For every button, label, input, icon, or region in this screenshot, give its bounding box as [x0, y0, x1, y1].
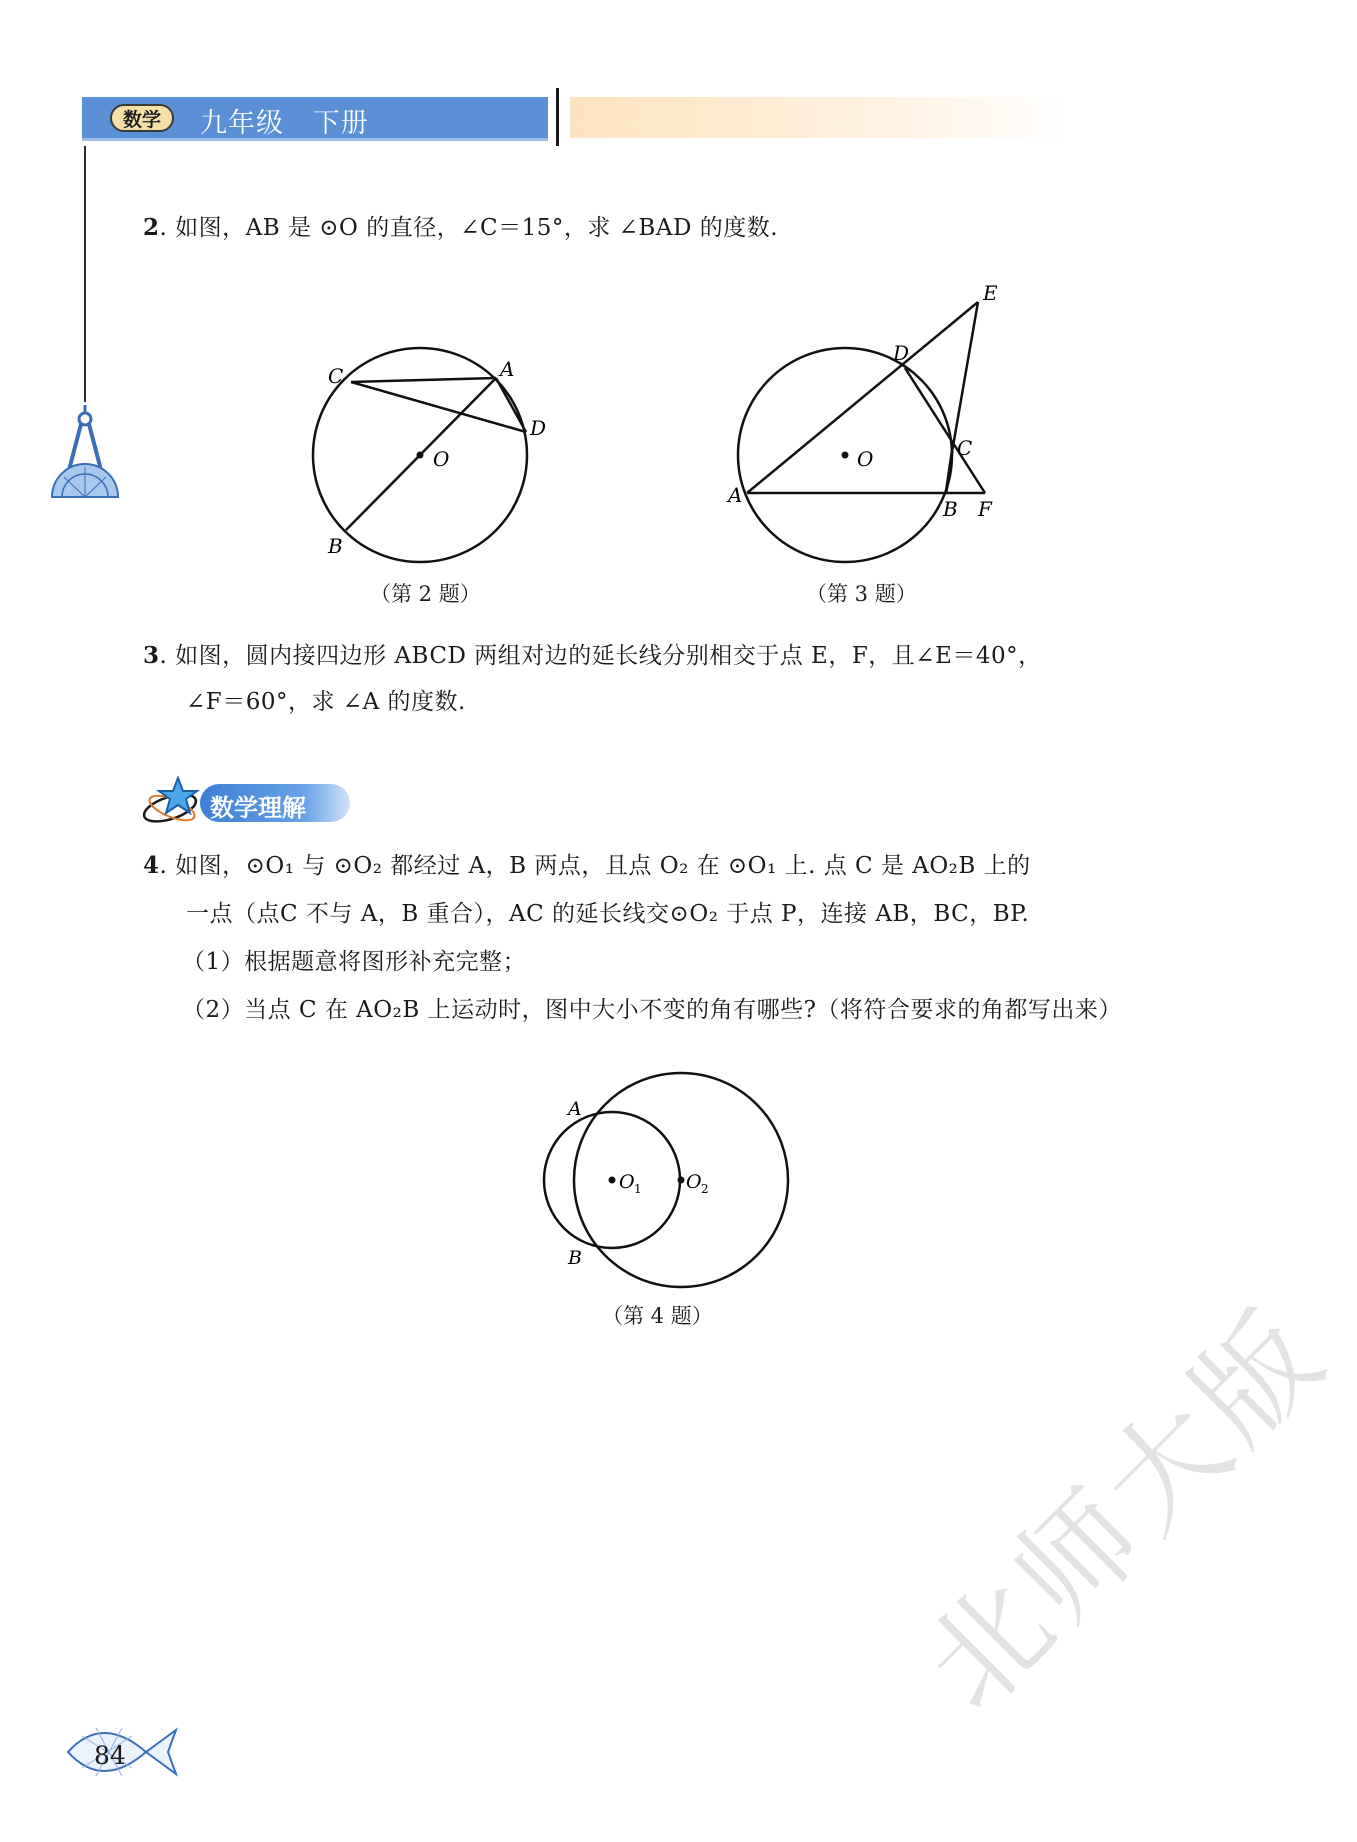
fig3-label-c: C: [957, 436, 973, 460]
problem-4-line-1: [143, 850, 1031, 882]
fig2-label-d: D: [530, 416, 547, 440]
page-number: 84: [94, 1741, 126, 1770]
figure-3-caption: （第 3 题）: [806, 582, 917, 606]
fig2-label-a: A: [500, 357, 515, 381]
problem-4-sub-2: （2）当点 C 在 AO₂B 上运动时，图中大小不变的角有哪些?（将符合要求的角都写出来）: [182, 997, 1122, 1023]
fig4-label-o2-subscript: 2: [701, 1182, 709, 1196]
problem-4-sub-1: （1）根据题意将图形补充完整；: [182, 949, 527, 975]
header-separator: [556, 88, 559, 146]
margin-line: [84, 146, 86, 402]
fig2-label-b: B: [328, 534, 343, 558]
fig4-label-o1-subscript: 1: [634, 1182, 642, 1196]
figure-2: [300, 335, 570, 575]
fig3-label-d: D: [893, 341, 910, 365]
figure-4-caption: （第 4 题）: [602, 1304, 713, 1328]
fig3-label-b: B: [943, 497, 958, 521]
fig4-label-o1: O: [619, 1171, 635, 1193]
problem-3-number: 3: [143, 642, 160, 669]
figure-3: [725, 280, 1025, 570]
fig3-label-o: O: [857, 447, 874, 471]
subject-badge: 数学: [110, 104, 174, 132]
problem-3-line-2: ∠F＝60°，求 ∠A 的度数.: [186, 689, 466, 715]
problem-4-line-2: 一点（点C 不与 A，B 重合），AC 的延长线交⊙O₂ 于点 P，连接 AB，BC，BP.: [186, 901, 1030, 927]
problem-2-text: . 如图，AB 是 ⊙O 的直径，∠C＝15°，求 ∠BAD 的度数.: [159, 215, 779, 241]
section-title: 数学理解: [210, 794, 306, 822]
fig3-label-e: E: [983, 281, 998, 305]
problem-3-text-1: . 如图，圆内接四边形 ABCD 两组对边的延长线分别相交于点 E，F，且∠E＝40°，: [159, 643, 1042, 669]
fig2-label-c: C: [328, 364, 344, 388]
book-title: 九年级 下册: [200, 108, 369, 139]
fig3-label-a: A: [728, 483, 743, 507]
problem-4-number: 4: [143, 852, 160, 879]
compass-protractor-icon: [48, 405, 122, 505]
figure-2-caption: （第 2 题）: [370, 582, 481, 606]
problem-3-line-1: [143, 640, 1042, 672]
fig4-label-a: A: [568, 1098, 582, 1120]
fig4-label-b: B: [568, 1247, 582, 1269]
figure-4: [530, 1070, 790, 1300]
fig2-label-o: O: [433, 447, 450, 471]
fig3-label-f: F: [978, 497, 992, 521]
header-gradient-band: [570, 97, 1070, 138]
watermark: 北师大版: [898, 1281, 1353, 1736]
problem-4-text-1: . 如图，⊙O₁ 与 ⊙O₂ 都经过 A，B 两点，且点 O₂ 在 ⊙O₁ 上. 点 C 是 AO₂B 上的: [159, 853, 1031, 879]
problem-2-number: 2: [143, 214, 160, 241]
fig4-label-o2: O: [686, 1171, 702, 1193]
problem-2: [143, 212, 778, 244]
